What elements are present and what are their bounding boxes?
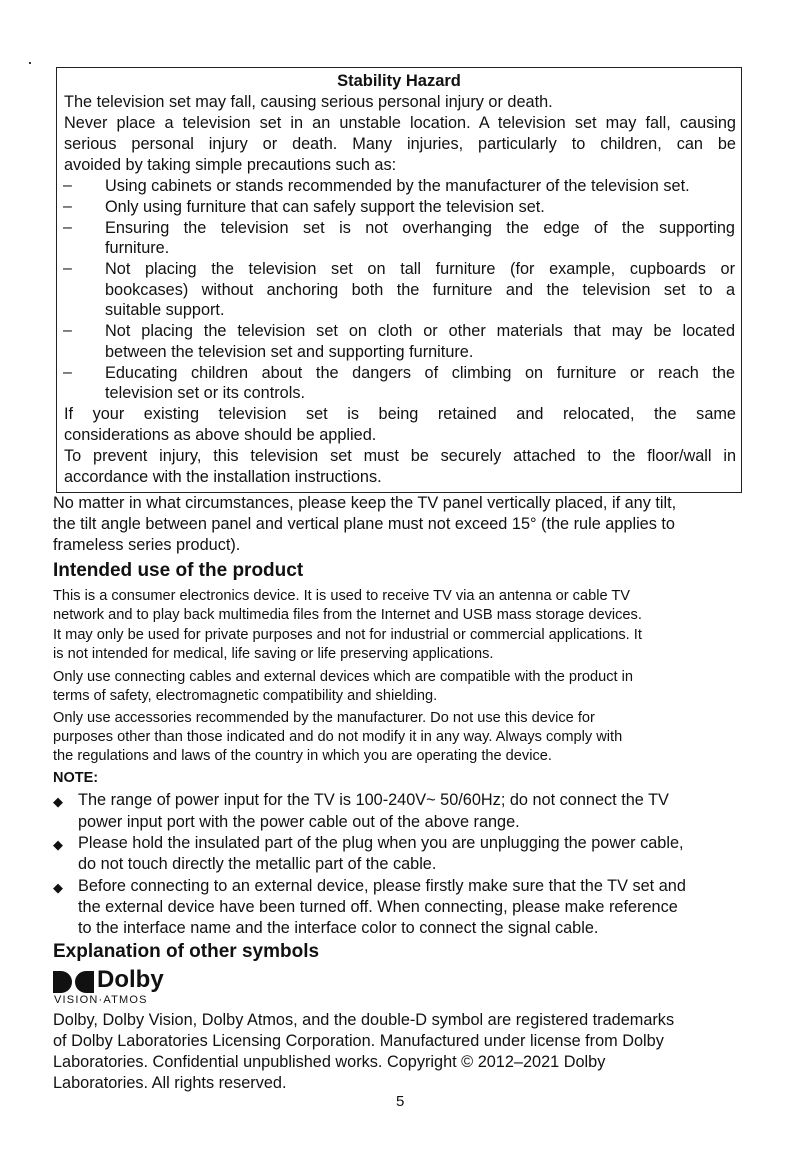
stability-closing-line: To prevent injury, this television set must be securely attached to the floor/wall in	[64, 447, 736, 465]
bullet-diamond-icon: ◆	[53, 837, 63, 852]
intended-use-line: the regulations and laws of the country in which you are operating the device.	[53, 748, 552, 764]
trademark-line: of Dolby Laboratories Licensing Corporation. Manufactured under license from Dolby	[53, 1032, 664, 1050]
dash-marker: –	[63, 177, 72, 194]
intended-use-line: This is a consumer electronics device. It is used to receive TV via an antenna or cable TV	[53, 588, 631, 604]
double-d-icon	[53, 971, 95, 993]
note-bullet-line: the external device have been turned off. When connecting, please make reference	[78, 898, 678, 916]
trademark-line: Dolby, Dolby Vision, Dolby Atmos, and the double-D symbol are registered trademarks	[53, 1011, 675, 1029]
dolby-logo-subtitle: VISION·ATMOS	[54, 994, 148, 1006]
dash-marker: –	[63, 322, 72, 339]
precaution-item: between the television set and supporting furniture.	[105, 343, 474, 361]
note-bullet-line: The range of power input for the TV is 100-240V~ 50/60Hz; do not connect the TV	[78, 791, 669, 809]
intended-use-line: is not intended for medical, life saving or life preserving applications.	[53, 646, 494, 662]
intended-use-line: It may only be used for private purposes and not for industrial or commercial applications. It	[53, 627, 642, 643]
tilt-note-line: No matter in what circumstances, please keep the TV panel vertically placed, if any tilt,	[53, 494, 677, 512]
tilt-note-line: the tilt angle between panel and vertical plane must not exceed 15° (the rule applies to	[53, 515, 675, 533]
stability-line: The television set may fall, causing serious personal injury or death.	[64, 93, 553, 111]
stability-line: serious personal injury or death. Many injuries, particularly to children, can be	[64, 135, 736, 153]
stability-line: avoided by taking simple precautions such as:	[64, 156, 397, 174]
scan-mark	[29, 62, 31, 64]
symbols-heading: Explanation of other symbols	[53, 941, 320, 962]
bullet-diamond-icon: ◆	[53, 880, 63, 895]
dash-marker: –	[63, 219, 72, 236]
precaution-item: furniture.	[105, 239, 170, 257]
precaution-item: Educating children about the dangers of climbing on furniture or reach the	[105, 364, 735, 382]
note-bullet-line: to the interface name and the interface color to connect the signal cable.	[78, 919, 599, 937]
tilt-note-line: frameless series product).	[53, 536, 241, 554]
dash-marker: –	[63, 260, 72, 277]
trademark-line: Laboratories. Confidential unpublished works. Copyright © 2012–2021 Dolby	[53, 1053, 606, 1071]
note-bullet-line: do not touch directly the metallic part of the cable.	[78, 855, 437, 873]
note-bullet-line: Before connecting to an external device, please firstly make sure that the TV set and	[78, 877, 686, 895]
precaution-item: bookcases) without anchoring both the furniture and the television set to a	[105, 281, 735, 299]
dash-marker: –	[63, 198, 72, 215]
precaution-item: Ensuring the television set is not overhanging the edge of the supporting	[105, 219, 735, 237]
intended-use-line: purposes other than those indicated and do not modify it in any way. Always comply with	[53, 729, 623, 745]
precaution-item: Not placing the television set on tall furniture (for example, cupboards or	[105, 260, 735, 278]
intended-use-line: terms of safety, electromagnetic compatibility and shielding.	[53, 688, 438, 704]
trademark-line: Laboratories. All rights reserved.	[53, 1074, 287, 1092]
bullet-diamond-icon: ◆	[53, 794, 63, 809]
precaution-item: Only using furniture that can safely support the television set.	[105, 198, 545, 216]
precaution-item: television set or its controls.	[105, 384, 305, 402]
stability-closing-line: If your existing television set is being retained and relocated, the same	[64, 405, 736, 423]
intended-use-line: network and to play back multimedia files from the Internet and USB mass storage devices.	[53, 607, 642, 623]
precaution-item: Using cabinets or stands recommended by the manufacturer of the television set.	[105, 177, 690, 195]
dolby-wordmark: Dolby	[97, 966, 164, 993]
intended-use-line: Only use connecting cables and external devices which are compatible with the product in	[53, 669, 634, 685]
intended-use-line: Only use accessories recommended by the manufacturer. Do not use this device for	[53, 710, 595, 726]
stability-hazard-title: Stability Hazard	[337, 72, 461, 90]
note-bullet-line: power input port with the power cable out of the above range.	[78, 813, 520, 831]
stability-closing-line: considerations as above should be applied.	[64, 426, 377, 444]
intended-use-heading: Intended use of the product	[53, 560, 304, 581]
stability-line: Never place a television set in an unstable location. A television set may fall, causing	[64, 114, 736, 132]
stability-closing-line: accordance with the installation instructions.	[64, 468, 382, 486]
page-number: 5	[396, 1093, 405, 1110]
precaution-item: suitable support.	[105, 301, 225, 319]
precaution-item: Not placing the television set on cloth or other materials that may be located	[105, 322, 735, 340]
dash-marker: –	[63, 364, 72, 381]
note-label: NOTE:	[53, 770, 99, 786]
note-bullet-line: Please hold the insulated part of the plug when you are unplugging the power cable,	[78, 834, 684, 852]
